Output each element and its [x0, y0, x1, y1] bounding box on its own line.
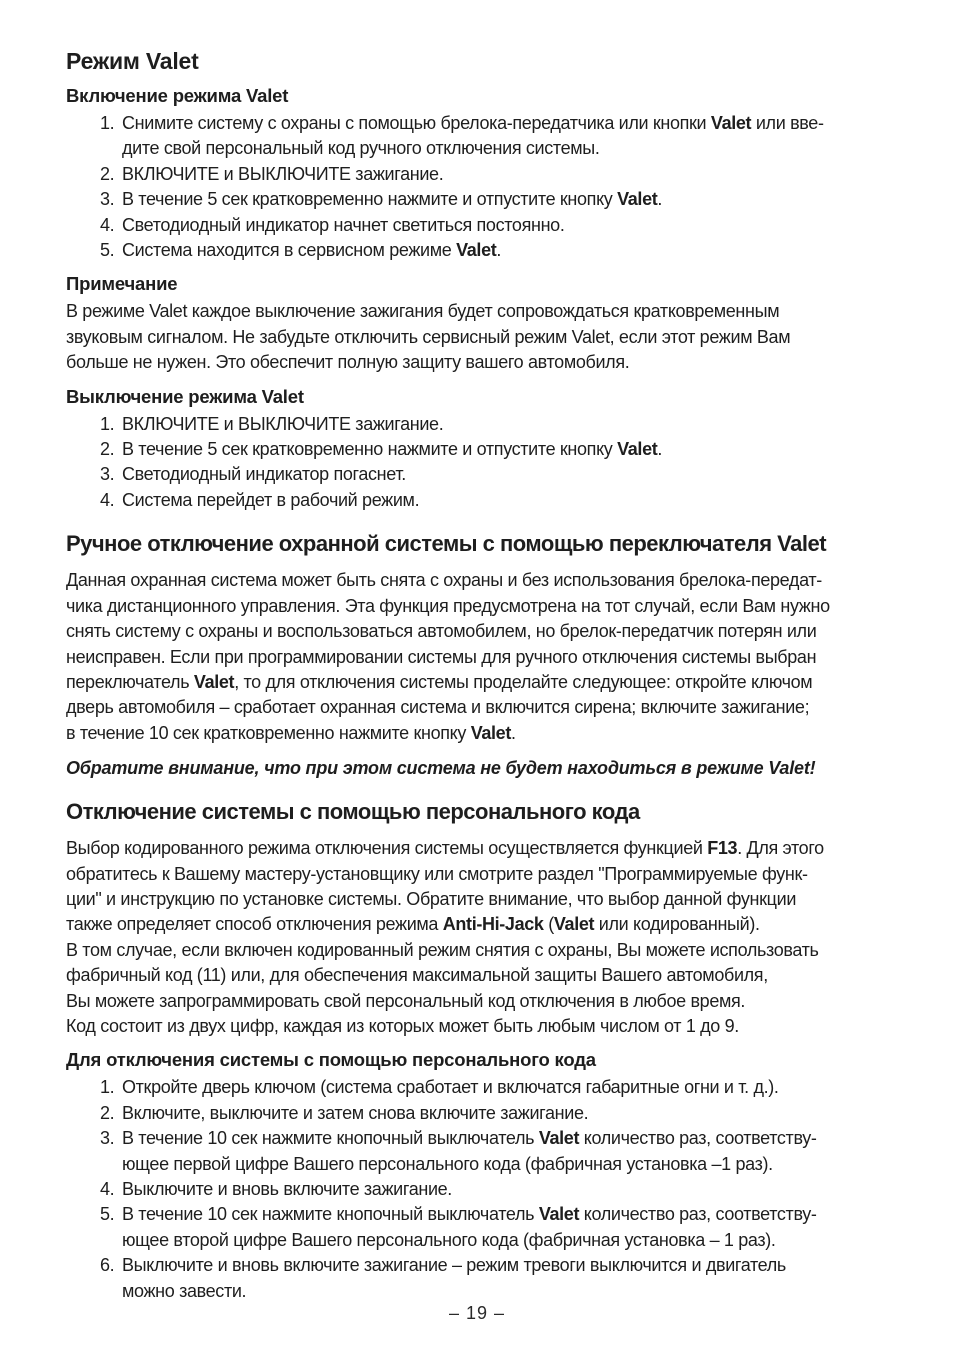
list-item-number: 5.: [100, 240, 115, 261]
list-item: [66, 462, 888, 487]
list-item: [66, 1253, 888, 1304]
list-item-number: 5.: [100, 1204, 115, 1225]
list-item-text: Выключите и вновь включите зажигание.: [122, 1179, 452, 1199]
subheading-code-procedure: Для отключения системы с помощью персонального кода: [66, 1049, 596, 1071]
subheading-disable-valet: Выключение режима Valet: [66, 385, 304, 407]
list-item-text: В течение 10 сек нажмите кнопочный выключатель Valet количество раз, соответству- ющее второй цифре Вашего персонального кода (фабричная установка – 1 раз).: [122, 1204, 817, 1250]
list-item: [66, 238, 888, 263]
list-item-text: Система перейдет в рабочий режим.: [122, 489, 420, 510]
list-item: [66, 1101, 888, 1126]
list-item-number: 2.: [100, 163, 115, 184]
list-item: [66, 213, 888, 238]
list-item-text: Включите, выключите и затем снова включите зажигание.: [122, 1102, 589, 1123]
list-item-text: Выключите и вновь включите зажигание – режим тревоги выключится и двигатель можно завести.: [122, 1255, 786, 1301]
list-item-number: 4.: [100, 489, 115, 510]
list-item: [66, 1075, 888, 1100]
subheading-enable-valet: Включение режима Valet: [66, 85, 289, 106]
list-item-text: ВКЛЮЧИТЕ и ВЫКЛЮЧИТЕ зажигание.: [122, 163, 444, 184]
code-disarm-paragraph: Выбор кодированного режима отключения системы осуществляется функцией F13. Для этого обратитесь к Вашему мастеру-установщику или смотрите раздел "Программируемые функ- ции" и инструкцию по установке системы. Обратите внимание, что выбор данной функции также определяет способ отключения режима Anti-Hi-Jack (Valet или кодированный). В том случае, если включен кодированный режим снятия с охраны, Вы можете использовать фабричный код (11) или, для обеспечения максимальной защиты Вашего автомобиля, Вы можете запрограммировать свой персональный код отключения в любое время. Код состоит из двух цифр, каждая из которых может быть любым числом от 1 до 9.: [66, 838, 824, 1036]
list-item: [66, 412, 888, 437]
section-title-code-disarm: Отключение системы с помощью персонального кода: [66, 799, 640, 825]
list-item-number: 4.: [100, 1179, 115, 1199]
list-item-number: 1.: [100, 1077, 115, 1098]
subheading-note: Примечание: [66, 273, 178, 295]
list-item-text: Система находится в сервисном режиме Valet.: [122, 240, 502, 261]
list-item-text: ВКЛЮЧИТЕ и ВЫКЛЮЧИТЕ зажигание.: [122, 413, 444, 434]
list-item: [66, 187, 888, 212]
disable-valet-steps: [66, 412, 888, 514]
manual-disarm-paragraph: Данная охранная система может быть снята с охраны и без использования брелока-передат- чика дистанционного управления. Эта функция предусмотрена на тот случай, если Вам нужно снять систему с охраны и воспользоваться автомобилем, но брелок-передатчик потерян или неисправен. Если при программировании системы для ручного отключения системы выбран переключатель Valet, то для отключения системы проделайте следующее: откройте ключом дверь автомобиля – сработает охранная система и включится сирена; включите зажигание; в течение 10 сек кратковременно нажмите кнопку Valet.: [66, 570, 830, 743]
list-item-number: 2.: [100, 1102, 115, 1123]
list-item-text: В течение 10 сек нажмите кнопочный выключатель Valet количество раз, соответству- ющее первой цифре Вашего персонального кода (фабричная установка –1 раз).: [122, 1128, 817, 1174]
list-item-text: Светодиодный индикатор начнет светиться постоянно.: [122, 214, 565, 235]
code-procedure-steps: [66, 1075, 888, 1304]
enable-valet-steps: [66, 111, 888, 263]
list-item-text: Откройте дверь ключом (система сработает и включатся габаритные огни и т. д.).: [122, 1077, 779, 1098]
doc-title: Режим Valet: [66, 48, 199, 74]
list-item-number: 1.: [100, 113, 115, 133]
list-item-number: 6.: [100, 1255, 115, 1276]
list-item-number: 3.: [100, 189, 115, 210]
list-item: [66, 1126, 888, 1177]
list-item-number: 4.: [100, 214, 115, 235]
note-paragraph: В режиме Valet каждое выключение зажигания будет сопровождаться кратковременным звуковым сигналом. Не забудьте отключить сервисный режим Valet, если этот режим Вам больше не нужен. Это обеспечит полную защиту вашего автомобиля.: [66, 301, 791, 373]
list-item: [66, 488, 888, 513]
warning-note: Обратите внимание, что при этом система не будет находиться в режиме Valet!: [66, 758, 816, 779]
list-item-text: В течение 5 сек кратковременно нажмите и отпустите кнопку Valet.: [122, 189, 663, 210]
list-item: [66, 162, 888, 187]
list-item: [66, 1202, 888, 1253]
list-item-number: 3.: [100, 1128, 115, 1149]
list-item-text: Снимите систему с охраны с помощью брелока-передатчика или кнопки Valet или вве- дите свой персональный код ручного отключения системы.: [122, 113, 824, 159]
page-number: – 19 –: [448, 1303, 506, 1323]
list-item-number: 2.: [100, 439, 115, 460]
list-item: [66, 111, 888, 162]
list-item: [66, 437, 888, 462]
list-item-number: 3.: [100, 464, 115, 485]
list-item-number: 1.: [100, 413, 115, 434]
list-item: [66, 1177, 888, 1202]
list-item-text: Светодиодный индикатор погаснет.: [122, 464, 406, 485]
list-item-text: В течение 5 сек кратковременно нажмите и отпустите кнопку Valet.: [122, 439, 663, 460]
section-title-manual-disarm: Ручное отключение охранной системы с помощью переключателя Valet: [66, 531, 827, 557]
